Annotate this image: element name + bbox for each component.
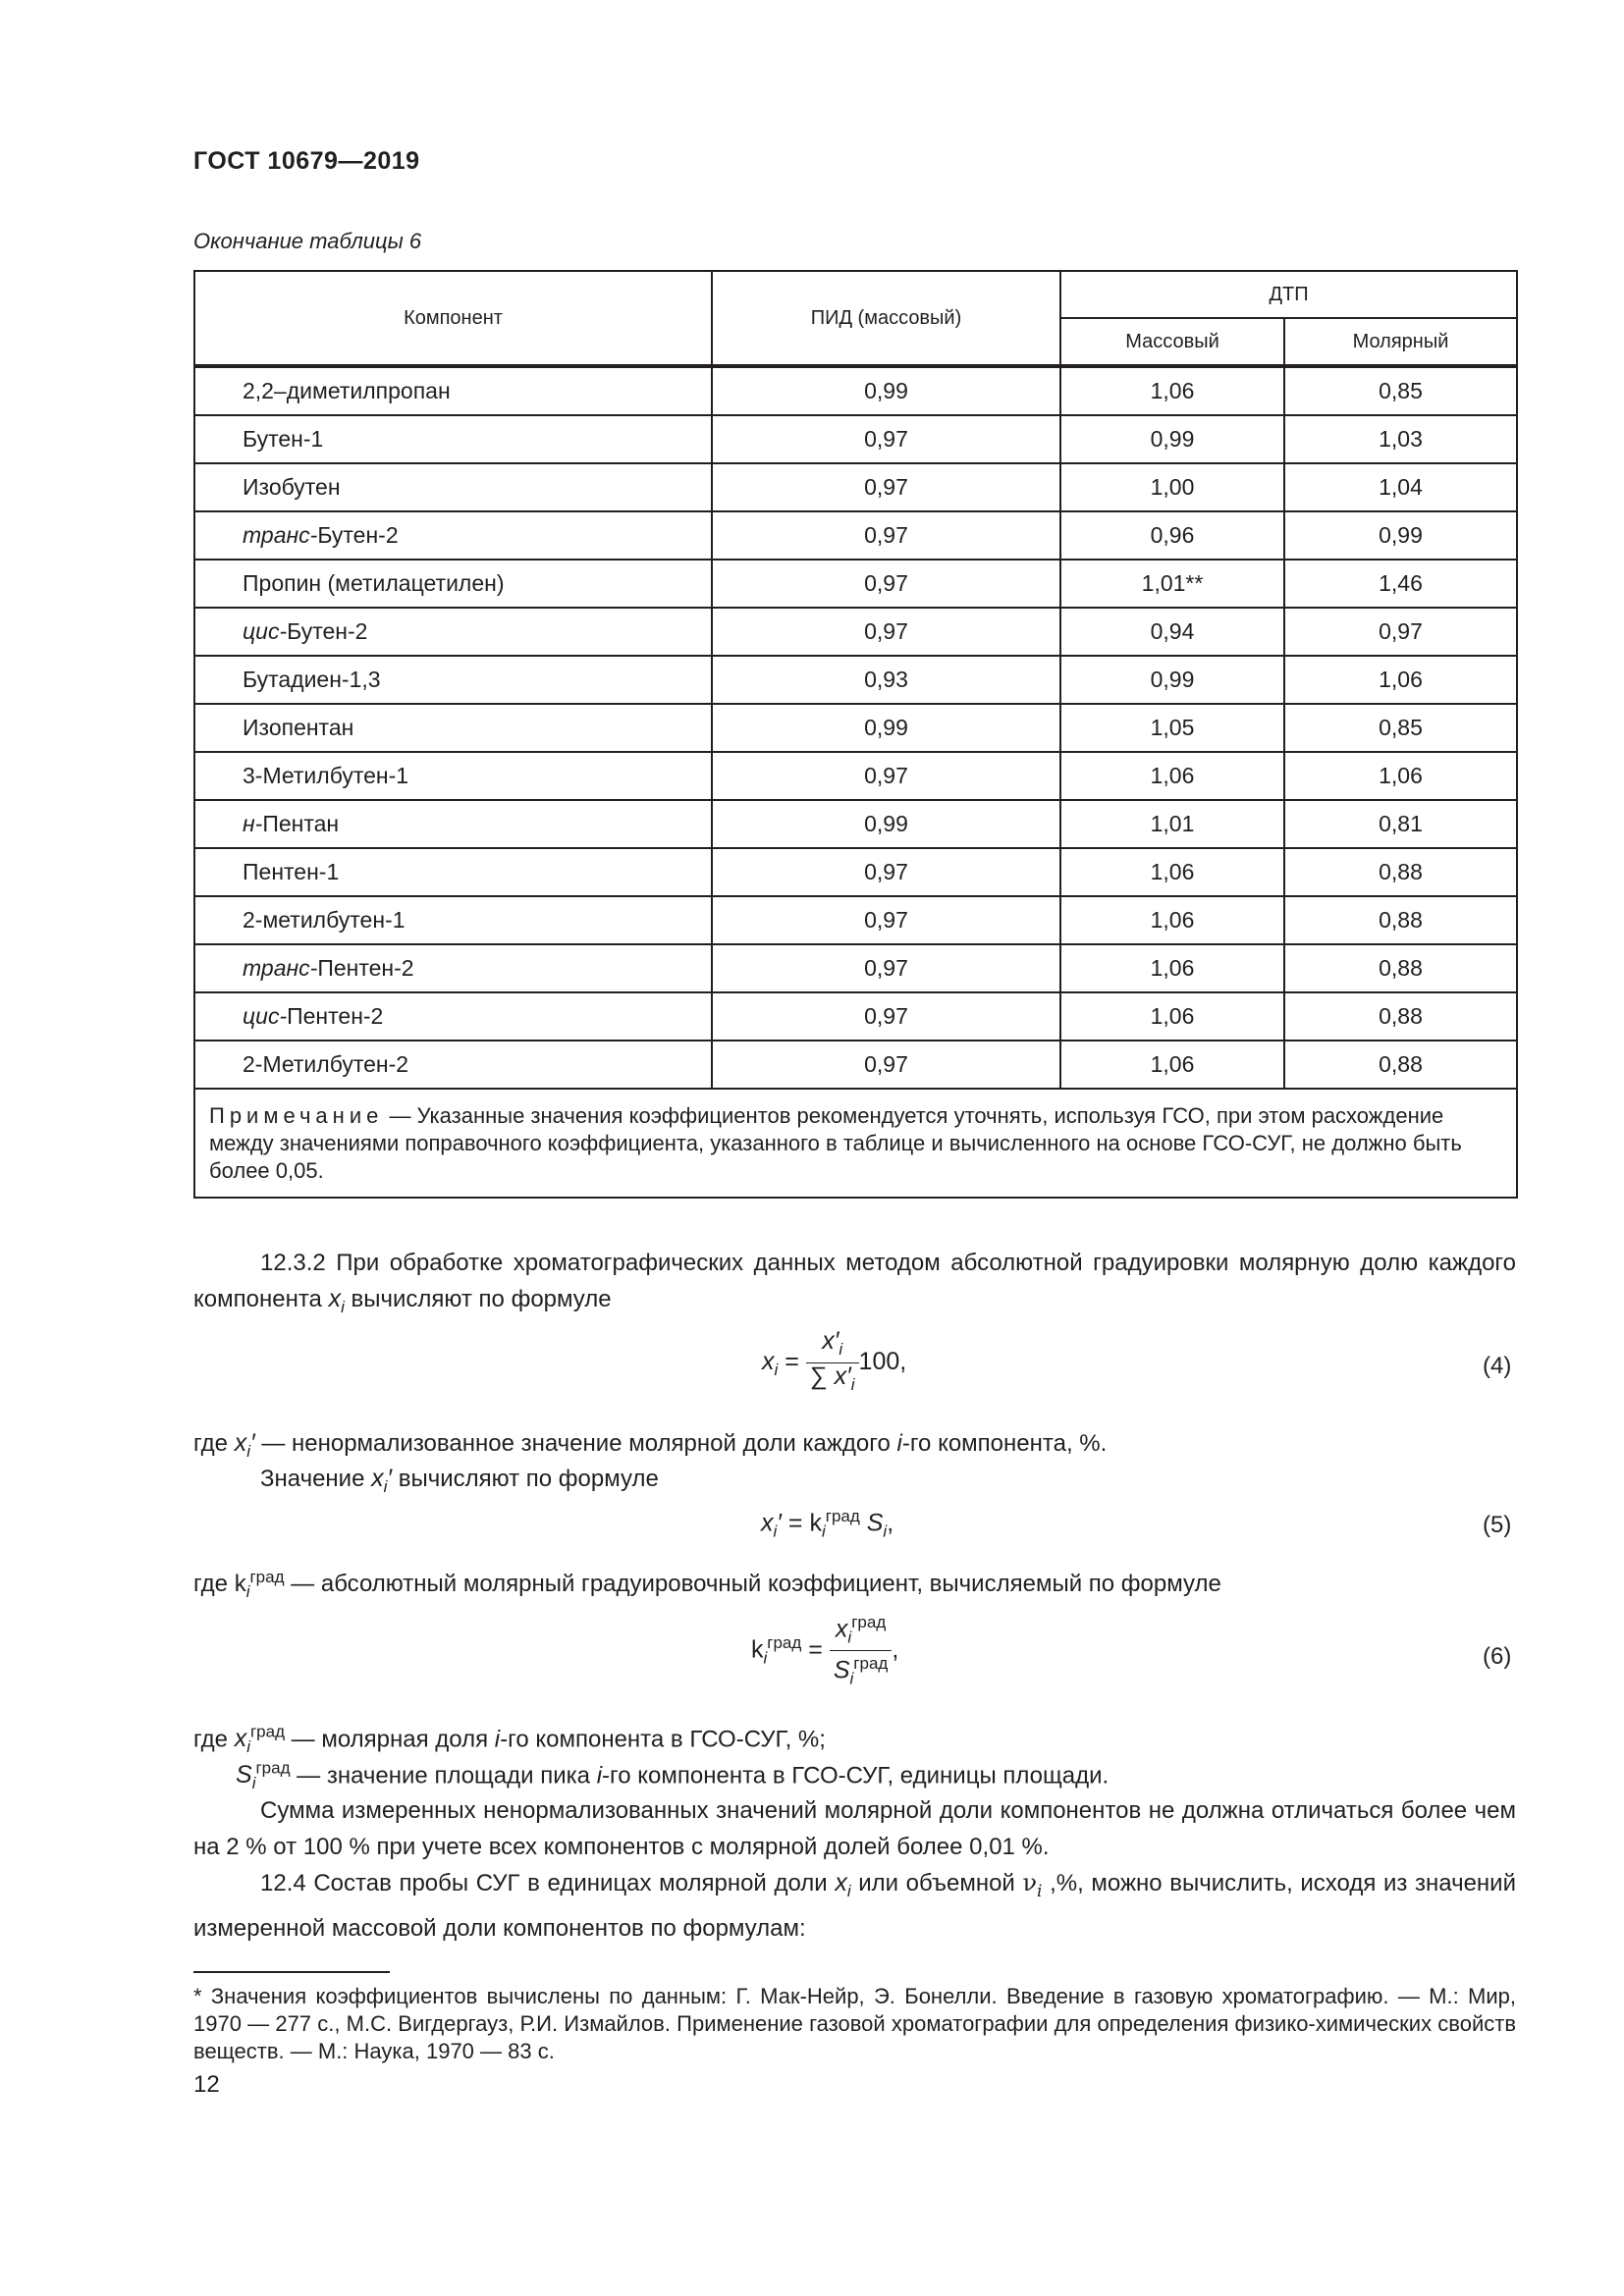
cell-pid: 0,93 (712, 656, 1060, 704)
cell-component (194, 848, 712, 896)
cell-dtp-molar: 0,88 (1284, 848, 1517, 896)
paragraph-text: ,%, можно вычислить, исходя из значений измеренной массовой доли компонентов по формулам: (193, 1870, 1516, 1942)
cell-component (194, 1041, 712, 1089)
cell-pid: 0,97 (712, 752, 1060, 800)
header-pid: ПИД (массовый) (712, 271, 1060, 366)
where-xi-prime: где $x_i'$ — ненормализованное значение молярной доли каждого i-го компонента, %. (193, 1429, 1108, 1461)
cell-pid: 0,99 (712, 704, 1060, 752)
header-dtp-mass: Массовый (1060, 318, 1284, 366)
cell-dtp-mass: 1,06 (1060, 896, 1284, 944)
cell-component (194, 656, 712, 704)
cell-dtp-molar: 1,06 (1284, 752, 1517, 800)
cell-component (194, 415, 712, 463)
symbol-xi: $x_i$ (328, 1285, 345, 1316)
cell-component (194, 511, 712, 560)
paragraph-text: где (193, 1430, 235, 1457)
symbol-vi: $\nu_i$ (1022, 1869, 1043, 1901)
formula-5: $x_i' = k_i^{град}$ $S_i$, (761, 1507, 894, 1541)
cell-component (194, 463, 712, 511)
component-name: 2,2–диметилпропан (243, 378, 451, 403)
table-row (194, 415, 1517, 463)
table-row (194, 560, 1517, 608)
cell-dtp-mass: 1,06 (1060, 366, 1284, 415)
cell-dtp-mass: 1,06 (1060, 848, 1284, 896)
header-dtp: ДТП (1060, 271, 1517, 318)
component-prefix: цис- (243, 618, 288, 644)
cell-component (194, 560, 712, 608)
cell-component (194, 608, 712, 656)
component-name: Пентен-1 (243, 859, 340, 884)
formula-6: $k_i^{град}$ = $\frac{x_i^{град}}{S_i^{град}}$ , (751, 1610, 898, 1692)
table-row (194, 608, 1517, 656)
symbol-xi: $x_i$ (835, 1869, 851, 1900)
table-row (194, 704, 1517, 752)
cell-component (194, 366, 712, 415)
component-name: Бутадиен-1,3 (243, 667, 381, 692)
cell-dtp-mass: 1,06 (1060, 992, 1284, 1041)
paragraph-text: Значение (260, 1466, 372, 1492)
cell-pid: 0,97 (712, 415, 1060, 463)
table-row (194, 800, 1517, 848)
paragraph-text: — абсолютный молярный градуировочный коэффициент, вычисляемый по формуле (284, 1571, 1221, 1597)
cell-pid: 0,97 (712, 896, 1060, 944)
cell-dtp-molar: 1,03 (1284, 415, 1517, 463)
paragraph-text: — ненормализованное значение молярной доли каждого (254, 1430, 897, 1457)
cell-dtp-mass: 1,06 (1060, 944, 1284, 992)
cell-component (194, 944, 712, 992)
cell-dtp-molar: 1,06 (1284, 656, 1517, 704)
cell-dtp-molar: 0,88 (1284, 1041, 1517, 1089)
symbol-xi-prime: $x_i'$ (234, 1429, 255, 1461)
table-caption: Окончание таблицы 6 (193, 229, 422, 253)
cell-dtp-mass: 1,01** (1060, 560, 1284, 608)
cell-pid: 0,97 (712, 463, 1060, 511)
paragraph-text: Сумма измеренных ненормализованных значений молярной доли компонентов не должна отличаться более чем на 2 % от 100 % при учете всех компонентов с молярной долей более 0,01 %. (193, 1797, 1516, 1860)
header-component: Компонент (194, 271, 712, 366)
cell-pid: 0,97 (712, 992, 1060, 1041)
symbol-xi-prime: $x_i'$ (371, 1465, 393, 1496)
component-name: Пентен-2 (317, 955, 414, 981)
cell-dtp-mass: 1,00 (1060, 463, 1284, 511)
cell-dtp-molar: 0,88 (1284, 944, 1517, 992)
component-prefix: транс- (243, 522, 318, 548)
page-number: 12 (193, 2071, 220, 2098)
paragraph-text: 12.4 Состав пробы СУГ в единицах молярной доли (260, 1870, 836, 1896)
paragraph-text: где (193, 1571, 235, 1597)
cell-dtp-mass: 1,06 (1060, 1041, 1284, 1089)
table-row (194, 992, 1517, 1041)
paragraph-text: -го компонента в ГСО-СУГ, %; (500, 1726, 826, 1753)
paragraph-text: -го компонента, %. (901, 1430, 1108, 1457)
cell-pid: 0,97 (712, 608, 1060, 656)
component-name: Пентен-2 (287, 1003, 384, 1029)
cell-pid: 0,99 (712, 366, 1060, 415)
component-name: Бутен-2 (287, 618, 368, 644)
footnote: * Значения коэффициентов вычислены по данным: Г. Мак-Нейр, Э. Бонелли. Введение в газовую хроматографию. — М.: Мир, 1970 — 277 с., М.С. Вигдергауз, Р.И. Измайлов. Применение газовой хроматографии для определения физико-химических свойств веществ. — М.: Наука, 1970 — 83 с. (193, 1984, 1516, 2063)
component-prefix: н- (243, 811, 263, 836)
cell-pid: 0,97 (712, 560, 1060, 608)
component-name: Изобутен (243, 474, 341, 500)
paragraph-text: 12.3.2 При обработке хроматографических данных методом абсолютной градуировки молярную долю каждого компонента (193, 1250, 1516, 1312)
cell-component (194, 800, 712, 848)
cell-dtp-molar: 0,85 (1284, 366, 1517, 415)
header-dtp-molar: Молярный (1284, 318, 1517, 366)
where-k-grad (193, 1559, 1516, 1610)
cell-dtp-molar: 0,85 (1284, 704, 1517, 752)
formula-6-number: (6) (1483, 1643, 1512, 1670)
cell-pid: 0,97 (712, 848, 1060, 896)
cell-pid: 0,97 (712, 511, 1060, 560)
cell-dtp-mass: 0,94 (1060, 608, 1284, 656)
cell-dtp-mass: 1,06 (1060, 752, 1284, 800)
cell-dtp-molar: 0,97 (1284, 608, 1517, 656)
paragraph-text: -го компонента в ГСО-СУГ, единицы площади. (602, 1762, 1110, 1789)
table-row (194, 366, 1517, 415)
cell-component (194, 704, 712, 752)
cell-component (194, 992, 712, 1041)
table-row (194, 1041, 1517, 1089)
where-si-grad: $S_i^{град}$ — значение площади пика i-го компонента в ГСО-СУГ, единицы площади. (236, 1759, 1110, 1793)
table-note (194, 1089, 1517, 1198)
component-name: 2-Метилбутен-2 (243, 1051, 409, 1077)
table-row (194, 656, 1517, 704)
paragraph-sum (193, 1792, 1516, 1865)
cell-dtp-mass: 1,01 (1060, 800, 1284, 848)
cell-dtp-molar: 0,88 (1284, 896, 1517, 944)
cell-dtp-molar: 0,99 (1284, 511, 1517, 560)
paragraph-12-4 (193, 1865, 1516, 1947)
symbol-si-grad: $S_i^{град}$ (236, 1759, 291, 1793)
paragraph-value-xi-prime (260, 1461, 1516, 1505)
paragraph-text: вычисляют по формуле (392, 1466, 659, 1492)
cell-dtp-molar: 1,04 (1284, 463, 1517, 511)
component-name: Бутен-1 (243, 426, 324, 452)
coefficients-table (193, 270, 1518, 1199)
table-row (194, 944, 1517, 992)
where-xi-grad: где $x_i^{град}$ — молярная доля i-го компонента в ГСО-СУГ, %; (193, 1723, 826, 1757)
table-row (194, 511, 1517, 560)
cell-dtp-molar: 0,81 (1284, 800, 1517, 848)
component-prefix: цис- (243, 1003, 288, 1029)
component-name: Изопентан (243, 715, 354, 740)
paragraph-text: — молярная доля (285, 1726, 495, 1753)
cell-dtp-molar: 0,88 (1284, 992, 1517, 1041)
component-name: Пропин (метилацетилен) (243, 570, 505, 596)
paragraph-text: где (193, 1726, 235, 1753)
table-row (194, 752, 1517, 800)
cell-dtp-mass: 0,99 (1060, 415, 1284, 463)
footnote-divider (193, 1971, 390, 1973)
cell-dtp-mass: 0,96 (1060, 511, 1284, 560)
symbol-k-grad: $k_i^{град}$ (234, 1568, 285, 1601)
cell-component (194, 752, 712, 800)
note-label: Примечание (209, 1103, 384, 1128)
cell-dtp-molar: 1,46 (1284, 560, 1517, 608)
table-row (194, 848, 1517, 896)
paragraph-12-3-2 (193, 1245, 1516, 1325)
symbol-xi-grad: $x_i^{град}$ (234, 1723, 286, 1757)
paragraph-text: — значение площади пика (290, 1762, 597, 1789)
cell-dtp-mass: 0,99 (1060, 656, 1284, 704)
cell-pid: 0,97 (712, 944, 1060, 992)
cell-dtp-mass: 1,05 (1060, 704, 1284, 752)
component-name: Бутен-2 (317, 522, 399, 548)
formula-4: $x_i$ = $\frac{x'_i}{\sum x'_i}$ 100, (762, 1327, 907, 1394)
paragraph-text: вычисляют по формуле (344, 1286, 612, 1312)
component-name: 3-Метилбутен-1 (243, 763, 409, 788)
cell-component (194, 896, 712, 944)
note-text: — Указанные значения коэффициентов рекомендуется уточнять, используя ГСО, при этом расхождение между значениями поправочного коэффициента, указанного в таблице и вычисленного на основе ГСО-СУГ, не должно быть более 0,05. (209, 1103, 1462, 1183)
cell-pid: 0,99 (712, 800, 1060, 848)
formula-5-number: (5) (1483, 1512, 1512, 1538)
component-name: 2-метилбутен-1 (243, 907, 406, 933)
component-name: Пентан (262, 811, 340, 836)
document-title: ГОСТ 10679—2019 (193, 147, 420, 175)
formula-4-number: (4) (1483, 1353, 1512, 1379)
table-row (194, 463, 1517, 511)
paragraph-text: или объемной (850, 1870, 1023, 1896)
cell-pid: 0,97 (712, 1041, 1060, 1089)
component-prefix: транс- (243, 955, 318, 981)
table-row (194, 896, 1517, 944)
